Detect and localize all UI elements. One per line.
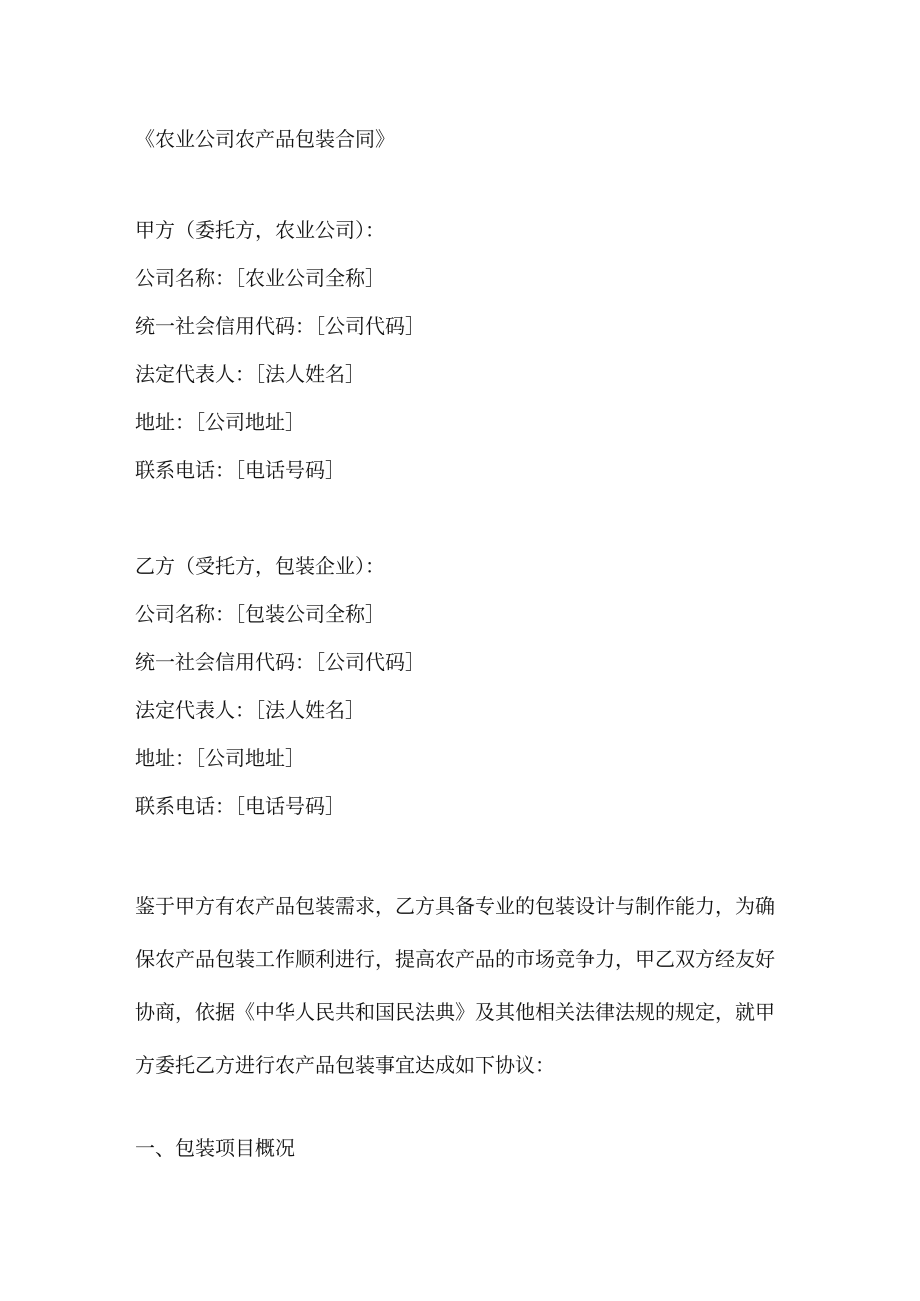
party-b-credit-code: 统一社会信用代码：［公司代码］ (135, 650, 425, 674)
party-a-address: 地址：［公司地址］ (135, 410, 305, 434)
party-b-heading: 乙方（受托方，包装企业）： (135, 554, 385, 578)
preamble-paragraph (135, 880, 795, 1092)
party-a-phone: 联系电话：［电话号码］ (135, 458, 345, 482)
party-b-legal-rep: 法定代表人：［法人姓名］ (135, 698, 365, 722)
document-title: 《农业公司农产品包装合同》 (135, 127, 395, 151)
party-b-address: 地址：［公司地址］ (135, 746, 305, 770)
party-a-heading: 甲方（委托方，农业公司）： (135, 218, 385, 242)
section-heading: 一、包装项目概况 (135, 1136, 295, 1160)
preamble-line: 鉴于甲方有农产品包装需求，乙方具备专业的包装设计与制作能力，为确 (135, 894, 775, 918)
party-a-legal-rep: 法定代表人：［法人姓名］ (135, 362, 365, 386)
party-b-phone: 联系电话：［电话号码］ (135, 794, 345, 818)
preamble-line: 方委托乙方进行农产品包装事宜达成如下协议： (135, 1053, 555, 1077)
preamble-line: 协商，依据《中华人民共和国民法典》及其他相关法律法规的规定，就甲 (135, 1000, 775, 1024)
party-a-company-name: 公司名称：［农业公司全称］ (135, 266, 385, 290)
party-b-company-name: 公司名称：［包装公司全称］ (135, 602, 385, 626)
preamble-line: 保农产品包装工作顺利进行，提高农产品的市场竞争力，甲乙双方经友好 (135, 947, 775, 971)
party-a-credit-code: 统一社会信用代码：［公司代码］ (135, 314, 425, 338)
